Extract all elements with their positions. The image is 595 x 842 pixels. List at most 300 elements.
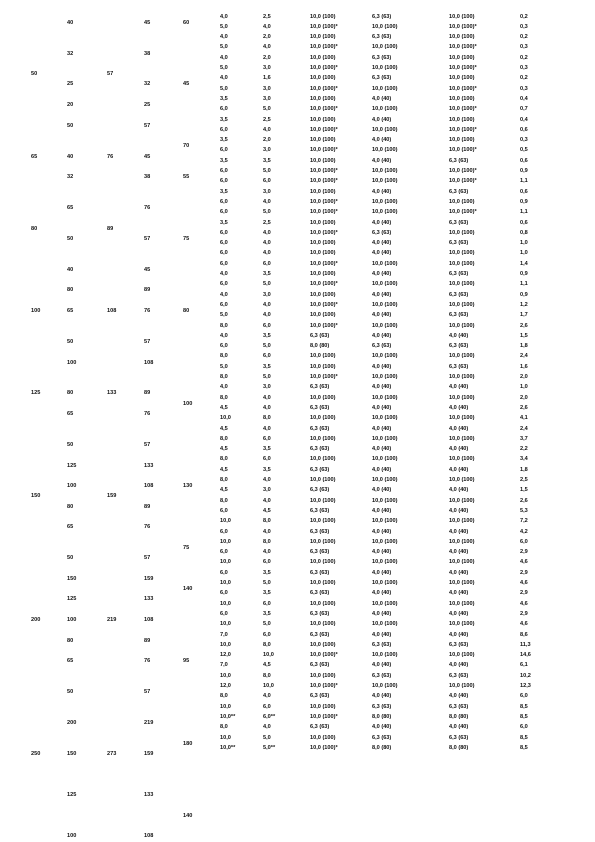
table-cell-mass-value: 3,4 [520, 456, 528, 463]
table-cell-pressure-rating-a: 10,0 (100) [310, 188, 336, 195]
table-cell-pressure-rating-a: 6,3 (63) [310, 569, 330, 576]
table-cell-wall-thickness-b: 4,0 [263, 198, 271, 205]
table-cell-wall-thickness-a: 10,0 [220, 538, 231, 545]
table-cell-col2: 100 [67, 483, 77, 490]
table-cell-col2: 40 [67, 266, 74, 273]
table-cell-pressure-rating-c: 6,3 (63) [449, 703, 469, 710]
table-cell-wall-thickness-b: 4,0 [263, 693, 271, 700]
table-cell-wall-thickness-b: 4,0 [263, 724, 271, 731]
table-cell-pressure-rating-a: 10,0 (100) [310, 34, 336, 41]
table-cell-wall-thickness-a: 4,5 [220, 487, 228, 494]
table-cell-pressure-rating-a: 10,0 (100)* [310, 85, 338, 92]
table-cell-mass-value: 11,3 [520, 641, 531, 648]
table-cell-col2: 65 [67, 411, 74, 418]
table-cell-pressure-rating-c: 10,0 (100) [449, 621, 475, 628]
table-cell-pressure-rating-a: 6,3 (63) [310, 610, 330, 617]
table-cell-col4: 57 [144, 338, 151, 345]
table-cell-pressure-rating-a: 10,0 (100) [310, 13, 336, 20]
table-cell-pressure-rating-a: 6,3 (63) [310, 631, 330, 638]
table-cell-wall-thickness-a: 3,5 [220, 188, 228, 195]
table-cell-pressure-rating-c: 10,0 (100)* [449, 23, 477, 30]
table-cell-mass-value: 4,6 [520, 600, 528, 607]
table-cell-wall-thickness-b: 3,5 [263, 363, 271, 370]
table-cell-col2: 100 [67, 833, 77, 840]
table-cell-col4: 108 [144, 617, 154, 624]
table-cell-wall-thickness-b: 4,0 [263, 312, 271, 319]
table-cell-pressure-rating-c: 10,0 (100) [449, 580, 475, 586]
table-cell-pressure-rating-a: 10,0 (100)* [310, 281, 338, 288]
table-cell-col2: 100 [67, 617, 77, 624]
table-cell-mass-value: 2,6 [520, 404, 528, 411]
table-cell-wall-thickness-b: 4,0 [263, 229, 271, 236]
table-cell-pressure-rating-c: 4,0 (40) [449, 384, 469, 391]
table-cell-pressure-rating-b: 4,0 (40) [372, 250, 392, 257]
table-cell-wall-thickness-b: 8,0 [263, 672, 271, 679]
table-cell-pressure-rating-c: 10,0 (100) [449, 415, 475, 422]
table-cell-pressure-rating-a: 10,0 (100)* [310, 198, 338, 205]
table-cell-wall-thickness-a: 4,5 [220, 446, 228, 453]
table-cell-pressure-rating-a: 10,0 (100) [310, 250, 336, 257]
table-cell-pressure-rating-b: 4,0 (40) [372, 549, 392, 556]
table-cell-pressure-rating-a: 6,3 (63) [310, 332, 330, 339]
table-cell-pressure-rating-c: 10,0 (100) [449, 683, 475, 689]
table-cell-col2: 50 [67, 555, 74, 562]
table-cell-pressure-rating-b: 8,0 (80) [372, 744, 392, 751]
table-cell-wall-thickness-b: 6,0** [263, 713, 276, 720]
table-cell-pressure-rating-b: 6,3 (63) [372, 703, 392, 710]
table-cell-col4: 159 [144, 575, 154, 582]
table-cell-mass-value: 0,7 [520, 106, 528, 113]
table-cell-mass-value: 4,1 [520, 415, 528, 422]
table-cell-wall-thickness-a: 5,0 [220, 312, 228, 319]
table-cell-mass-value: 8,5 [520, 713, 528, 720]
table-cell-pressure-rating-a: 10,0 (100) [310, 137, 336, 144]
table-cell-col2: 50 [67, 441, 74, 448]
table-cell-wall-thickness-b: 5,0 [263, 209, 271, 216]
table-cell-mass-value: 0,2 [520, 34, 528, 41]
table-cell-wall-thickness-a: 6,0 [220, 126, 228, 133]
table-cell-pressure-rating-a: 6,3 (63) [310, 425, 330, 432]
table-cell-col4: 45 [144, 19, 151, 26]
table-cell-pressure-rating-b: 4,0 (40) [372, 528, 392, 535]
table-cell-wall-thickness-a: 6,0 [220, 250, 228, 257]
table-cell-pressure-rating-b: 10,0 (100) [372, 621, 398, 628]
table-cell-mass-value: 1,0 [520, 384, 528, 391]
table-cell-pressure-rating-c: 4,0 (40) [449, 528, 469, 535]
table-cell-wall-thickness-a: 5,0 [220, 44, 228, 51]
table-cell-mass-value: 0,4 [520, 95, 528, 102]
table-cell-pressure-rating-a: 10,0 (100)* [310, 65, 338, 71]
table-cell-col5: 75 [183, 544, 190, 551]
table-cell-pressure-rating-c: 6,3 (63) [449, 312, 469, 319]
table-cell-pressure-rating-b: 4,0 (40) [372, 425, 392, 432]
table-cell-col2: 80 [67, 287, 74, 294]
table-cell-wall-thickness-b: 3,5 [263, 271, 271, 277]
table-cell-wall-thickness-a: 3,5 [220, 219, 228, 226]
table-cell-pressure-rating-a: 10,0 (100) [310, 435, 336, 442]
table-cell-col4: 159 [144, 750, 154, 757]
table-cell-col2: 65 [67, 524, 74, 531]
table-cell-pressure-rating-b: 6,3 (63) [372, 54, 392, 61]
table-cell-wall-thickness-a: 10,0 [220, 600, 231, 607]
table-cell-mass-value: 0,9 [520, 168, 528, 174]
table-cell-pressure-rating-a: 6,3 (63) [310, 662, 330, 669]
table-cell-pressure-rating-b: 4,0 (40) [372, 157, 392, 164]
table-cell-col4: 76 [144, 308, 151, 315]
table-cell-pressure-rating-c: 6,3 (63) [449, 157, 469, 164]
table-cell-col5: 130 [183, 483, 193, 490]
table-cell-col4: 76 [144, 205, 151, 212]
table-cell-pressure-rating-b: 10,0 (100) [372, 394, 398, 401]
table-cell-pressure-rating-b: 4,0 (40) [372, 363, 392, 370]
table-cell-col3: 108 [107, 308, 117, 315]
table-cell-col4: 89 [144, 287, 151, 294]
table-cell-wall-thickness-b: 3,0 [263, 85, 271, 92]
table-cell-mass-value: 2,0 [520, 374, 528, 380]
table-cell-wall-thickness-a: 6,0 [220, 590, 228, 597]
table-cell-pressure-rating-b: 10,0 (100) [372, 652, 398, 659]
table-cell-pressure-rating-b: 4,0 (40) [372, 724, 392, 731]
table-cell-pressure-rating-c: 6,3 (63) [449, 291, 469, 298]
table-cell-pressure-rating-a: 10,0 (100) [310, 291, 336, 298]
table-cell-mass-value: 1,7 [520, 312, 528, 319]
table-cell-pressure-rating-c: 4,0 (40) [449, 425, 469, 432]
table-cell-pressure-rating-a: 6,3 (63) [310, 528, 330, 535]
table-cell-pressure-rating-a: 10,0 (100)* [310, 168, 338, 174]
table-cell-wall-thickness-b: 5,0 [263, 374, 271, 380]
table-cell-pressure-rating-c: 10,0 (100)* [449, 44, 477, 51]
table-cell-pressure-rating-b: 4,0 (40) [372, 631, 392, 638]
table-cell-pressure-rating-c: 6,3 (63) [449, 343, 469, 350]
table-cell-wall-thickness-a: 6,0 [220, 569, 228, 576]
table-cell-pressure-rating-a: 10,0 (100) [310, 580, 336, 586]
table-cell-mass-value: 5,3 [520, 507, 528, 514]
table-cell-wall-thickness-b: 5,0 [263, 106, 271, 113]
table-cell-pressure-rating-b: 10,0 (100) [372, 456, 398, 463]
table-cell-wall-thickness-b: 3,5 [263, 590, 271, 597]
table-cell-wall-thickness-b: 3,0 [263, 291, 271, 298]
table-cell-wall-thickness-b: 5,0 [263, 168, 271, 174]
table-cell-col4: 76 [144, 411, 151, 418]
table-cell-wall-thickness-b: 5,0 [263, 734, 271, 741]
table-cell-wall-thickness-b: 8,0 [263, 538, 271, 545]
table-cell-pressure-rating-b: 10,0 (100) [372, 435, 398, 442]
table-cell-wall-thickness-b: 2,0 [263, 34, 271, 41]
table-cell-pressure-rating-c: 10,0 (100)* [449, 106, 477, 113]
table-cell-col1: 65 [31, 153, 38, 160]
table-cell-pressure-rating-b: 4,0 (40) [372, 610, 392, 617]
table-cell-mass-value: 0,9 [520, 198, 528, 205]
table-cell-wall-thickness-a: 3,5 [220, 137, 228, 144]
table-cell-col4: 57 [144, 235, 151, 242]
table-cell-pressure-rating-b: 10,0 (100) [372, 301, 398, 308]
table-cell-col4: 108 [144, 359, 154, 366]
table-cell-pressure-rating-c: 10,0 (100) [449, 198, 475, 205]
table-cell-pressure-rating-c: 10,0 (100)* [449, 209, 477, 216]
table-cell-wall-thickness-b: 6,0 [263, 456, 271, 463]
table-cell-pressure-rating-b: 4,0 (40) [372, 693, 392, 700]
table-cell-col4: 57 [144, 122, 151, 129]
table-cell-wall-thickness-b: 6,0 [263, 435, 271, 442]
table-cell-col2: 100 [67, 359, 77, 366]
table-cell-wall-thickness-a: 3,5 [220, 157, 228, 164]
table-cell-col2: 150 [67, 575, 77, 582]
table-cell-wall-thickness-b: 4,0 [263, 497, 271, 504]
table-cell-pressure-rating-c: 10,0 (100) [449, 75, 475, 82]
table-cell-wall-thickness-b: 3,5 [263, 610, 271, 617]
table-cell-pressure-rating-b: 6,3 (63) [372, 75, 392, 82]
table-cell-mass-value: 0,9 [520, 271, 528, 277]
table-cell-wall-thickness-b: 2,5 [263, 116, 271, 123]
table-cell-pressure-rating-a: 6,3 (63) [310, 466, 330, 473]
table-cell-col4: 57 [144, 441, 151, 448]
table-cell-mass-value: 0,9 [520, 291, 528, 298]
table-cell-wall-thickness-a: 6,0 [220, 610, 228, 617]
table-cell-pressure-rating-c: 4,0 (40) [449, 466, 469, 473]
table-cell-col1: 125 [31, 390, 41, 397]
table-cell-pressure-rating-a: 10,0 (100)* [310, 713, 338, 720]
table-cell-pressure-rating-c: 8,0 (80) [449, 744, 469, 751]
table-cell-pressure-rating-a: 10,0 (100) [310, 497, 336, 504]
table-cell-pressure-rating-c: 6,3 (63) [449, 641, 469, 648]
table-cell-wall-thickness-a: 12,0 [220, 652, 231, 659]
table-cell-pressure-rating-c: 10,0 (100) [449, 559, 475, 566]
table-cell-wall-thickness-b: 5,0 [263, 621, 271, 628]
table-cell-pressure-rating-c: 4,0 (40) [449, 569, 469, 576]
table-cell-wall-thickness-b: 6,0 [263, 631, 271, 638]
table-cell-pressure-rating-b: 10,0 (100) [372, 580, 398, 586]
table-cell-wall-thickness-a: 10,0** [220, 744, 236, 751]
table-cell-mass-value: 1,6 [520, 363, 528, 370]
table-cell-pressure-rating-b: 6,3 (63) [372, 672, 392, 679]
table-cell-wall-thickness-a: 6,0 [220, 260, 228, 267]
table-cell-pressure-rating-b: 10,0 (100) [372, 44, 398, 51]
table-cell-col4: 108 [144, 483, 154, 490]
table-cell-wall-thickness-a: 4,0 [220, 13, 228, 20]
table-cell-pressure-rating-b: 6,3 (63) [372, 229, 392, 236]
table-cell-pressure-rating-b: 10,0 (100) [372, 538, 398, 545]
table-cell-col2: 150 [67, 750, 77, 757]
table-cell-wall-thickness-b: 4,0 [263, 425, 271, 432]
table-cell-pressure-rating-b: 4,0 (40) [372, 384, 392, 391]
table-cell-wall-thickness-a: 6,0 [220, 549, 228, 556]
table-cell-wall-thickness-a: 4,0 [220, 332, 228, 339]
table-cell-pressure-rating-c: 6,3 (63) [449, 188, 469, 195]
table-cell-col4: 25 [144, 102, 151, 109]
table-cell-wall-thickness-b: 3,5 [263, 569, 271, 576]
table-cell-pressure-rating-b: 6,3 (63) [372, 734, 392, 741]
table-cell-mass-value: 0,5 [520, 147, 528, 154]
table-cell-wall-thickness-b: 4,0 [263, 404, 271, 411]
table-cell-pressure-rating-c: 6,3 (63) [449, 734, 469, 741]
table-cell-col4: 89 [144, 390, 151, 397]
table-cell-pressure-rating-b: 4,0 (40) [372, 404, 392, 411]
table-cell-pressure-rating-a: 10,0 (100) [310, 75, 336, 82]
table-cell-wall-thickness-a: 7,0 [220, 662, 228, 669]
table-cell-mass-value: 6,0 [520, 724, 528, 731]
table-cell-pressure-rating-b: 10,0 (100) [372, 518, 398, 525]
table-cell-wall-thickness-b: 10,0 [263, 652, 274, 659]
table-cell-pressure-rating-c: 4,0 (40) [449, 487, 469, 494]
table-cell-mass-value: 0,4 [520, 116, 528, 123]
table-cell-mass-value: 0,3 [520, 65, 528, 71]
table-cell-pressure-rating-a: 10,0 (100)* [310, 209, 338, 216]
table-cell-col2: 80 [67, 503, 74, 510]
table-cell-pressure-rating-a: 10,0 (100) [310, 157, 336, 164]
table-cell-wall-thickness-b: 3,5 [263, 466, 271, 473]
table-cell-mass-value: 6,1 [520, 662, 528, 669]
table-cell-col5: 60 [183, 19, 190, 26]
table-cell-col4: 108 [144, 833, 154, 840]
table-cell-wall-thickness-a: 8,0 [220, 374, 228, 380]
table-cell-pressure-rating-c: 10,0 (100) [449, 477, 475, 483]
table-cell-mass-value: 2,9 [520, 610, 528, 617]
table-cell-pressure-rating-c: 10,0 (100) [449, 301, 475, 308]
table-cell-mass-value: 7,2 [520, 518, 528, 525]
table-cell-col3: 219 [107, 617, 117, 624]
table-cell-mass-value: 1,1 [520, 178, 528, 185]
table-cell-pressure-rating-c: 4,0 (40) [449, 631, 469, 638]
table-cell-col4: 219 [144, 720, 154, 727]
table-cell-mass-value: 2,6 [520, 322, 528, 329]
table-cell-wall-thickness-b: 8,0 [263, 415, 271, 422]
table-cell-col3: 273 [107, 750, 117, 757]
table-cell-pressure-rating-b: 4,0 (40) [372, 507, 392, 514]
table-cell-pressure-rating-c: 10,0 (100) [449, 538, 475, 545]
table-cell-pressure-rating-a: 10,0 (100) [310, 538, 336, 545]
table-cell-pressure-rating-b: 4,0 (40) [372, 569, 392, 576]
table-cell-col3: 89 [107, 225, 114, 232]
table-cell-wall-thickness-a: 4,0 [220, 271, 228, 277]
table-cell-pressure-rating-c: 4,0 (40) [449, 724, 469, 731]
table-cell-wall-thickness-b: 3,0 [263, 384, 271, 391]
table-cell-mass-value: 1,5 [520, 332, 528, 339]
table-cell-pressure-rating-c: 10,0 (100) [449, 250, 475, 257]
table-cell-col2: 125 [67, 462, 77, 469]
table-cell-wall-thickness-a: 8,0 [220, 477, 228, 483]
table-cell-wall-thickness-a: 10,0 [220, 621, 231, 628]
table-cell-pressure-rating-a: 10,0 (100) [310, 363, 336, 370]
table-cell-mass-value: 1,8 [520, 343, 528, 350]
table-cell-wall-thickness-a: 8,0 [220, 724, 228, 731]
table-cell-mass-value: 6,0 [520, 693, 528, 700]
table-cell-wall-thickness-a: 6,0 [220, 301, 228, 308]
table-cell-wall-thickness-b: 2,5 [263, 219, 271, 226]
table-cell-pressure-rating-c: 10,0 (100)* [449, 65, 477, 71]
table-cell-pressure-rating-b: 10,0 (100) [372, 65, 398, 71]
table-cell-pressure-rating-b: 4,0 (40) [372, 487, 392, 494]
table-cell-pressure-rating-c: 10,0 (100) [449, 54, 475, 61]
table-cell-wall-thickness-b: 4,0 [263, 44, 271, 51]
table-cell-wall-thickness-a: 3,5 [220, 116, 228, 123]
table-cell-col2: 32 [67, 174, 74, 181]
table-cell-wall-thickness-a: 10,0** [220, 713, 236, 720]
table-cell-wall-thickness-b: 4,0 [263, 250, 271, 257]
table-cell-pressure-rating-c: 10,0 (100) [449, 456, 475, 463]
table-cell-mass-value: 4,6 [520, 621, 528, 628]
table-cell-pressure-rating-c: 4,0 (40) [449, 332, 469, 339]
table-cell-pressure-rating-b: 4,0 (40) [372, 291, 392, 298]
table-cell-wall-thickness-a: 3,5 [220, 95, 228, 102]
table-cell-wall-thickness-b: 2,0 [263, 137, 271, 144]
table-cell-col2: 50 [67, 122, 74, 129]
table-cell-pressure-rating-a: 10,0 (100)* [310, 374, 338, 380]
table-cell-pressure-rating-b: 10,0 (100) [372, 281, 398, 288]
table-cell-mass-value: 6,0 [520, 538, 528, 545]
table-cell-wall-thickness-a: 12,0 [220, 683, 231, 689]
table-cell-col1: 150 [31, 493, 41, 500]
table-cell-col2: 200 [67, 720, 77, 727]
table-cell-pressure-rating-a: 6,3 (63) [310, 590, 330, 597]
table-cell-mass-value: 8,5 [520, 744, 528, 751]
table-cell-pressure-rating-a: 10,0 (100) [310, 271, 336, 277]
table-cell-pressure-rating-a: 10,0 (100)* [310, 23, 338, 30]
table-cell-pressure-rating-b: 4,0 (40) [372, 95, 392, 102]
table-cell-pressure-rating-a: 10,0 (100) [310, 54, 336, 61]
table-cell-wall-thickness-b: 4,0 [263, 126, 271, 133]
table-cell-wall-thickness-a: 4,0 [220, 54, 228, 61]
table-cell-pressure-rating-c: 4,0 (40) [449, 446, 469, 453]
table-cell-pressure-rating-b: 10,0 (100) [372, 353, 398, 360]
table-cell-wall-thickness-b: 4,0 [263, 528, 271, 535]
table-cell-mass-value: 0,3 [520, 44, 528, 51]
table-cell-col4: 133 [144, 462, 154, 469]
table-cell-wall-thickness-a: 8,0 [220, 435, 228, 442]
table-cell-wall-thickness-b: 4,5 [263, 662, 271, 669]
table-cell-wall-thickness-b: 6,0 [263, 600, 271, 607]
table-cell-wall-thickness-a: 8,0 [220, 322, 228, 329]
table-cell-pressure-rating-c: 10,0 (100) [449, 229, 475, 236]
table-cell-pressure-rating-c: 4,0 (40) [449, 549, 469, 556]
table-cell-pressure-rating-c: 10,0 (100) [449, 322, 475, 329]
table-cell-wall-thickness-a: 5,0 [220, 363, 228, 370]
table-cell-col5: 75 [183, 235, 190, 242]
table-cell-wall-thickness-a: 6,0 [220, 209, 228, 216]
table-cell-col4: 57 [144, 689, 151, 696]
table-cell-col2: 32 [67, 50, 74, 57]
table-cell-mass-value: 1,4 [520, 260, 528, 267]
table-cell-pressure-rating-c: 10,0 (100)* [449, 147, 477, 154]
table-cell-pressure-rating-b: 4,0 (40) [372, 188, 392, 195]
table-cell-pressure-rating-a: 6,3 (63) [310, 487, 330, 494]
table-cell-mass-value: 1,5 [520, 487, 528, 494]
table-cell-col2: 40 [67, 19, 74, 26]
table-cell-mass-value: 4,6 [520, 580, 528, 586]
table-cell-pressure-rating-b: 10,0 (100) [372, 374, 398, 380]
table-cell-pressure-rating-b: 10,0 (100) [372, 600, 398, 607]
table-cell-pressure-rating-c: 10,0 (100) [449, 374, 475, 380]
table-cell-pressure-rating-c: 4,0 (40) [449, 610, 469, 617]
table-cell-wall-thickness-a: 10,0 [220, 641, 231, 648]
table-cell-pressure-rating-b: 10,0 (100) [372, 497, 398, 504]
table-cell-pressure-rating-a: 10,0 (100)* [310, 178, 338, 185]
table-cell-pressure-rating-a: 10,0 (100)* [310, 106, 338, 113]
table-cell-mass-value: 3,7 [520, 435, 528, 442]
table-cell-mass-value: 0,6 [520, 126, 528, 133]
table-cell-wall-thickness-b: 6,0 [263, 322, 271, 329]
table-cell-col5: 70 [183, 143, 190, 150]
table-cell-wall-thickness-b: 3,5 [263, 446, 271, 453]
table-cell-col1: 80 [31, 225, 38, 232]
table-cell-mass-value: 14,6 [520, 652, 531, 659]
table-cell-mass-value: 1,1 [520, 209, 528, 216]
table-cell-col4: 45 [144, 153, 151, 160]
table-cell-col2: 40 [67, 153, 74, 160]
table-cell-pressure-rating-b: 10,0 (100) [372, 198, 398, 205]
table-cell-pressure-rating-a: 10,0 (100)* [310, 260, 338, 267]
table-cell-pressure-rating-c: 10,0 (100) [449, 652, 475, 659]
table-cell-wall-thickness-b: 2,0 [263, 54, 271, 61]
